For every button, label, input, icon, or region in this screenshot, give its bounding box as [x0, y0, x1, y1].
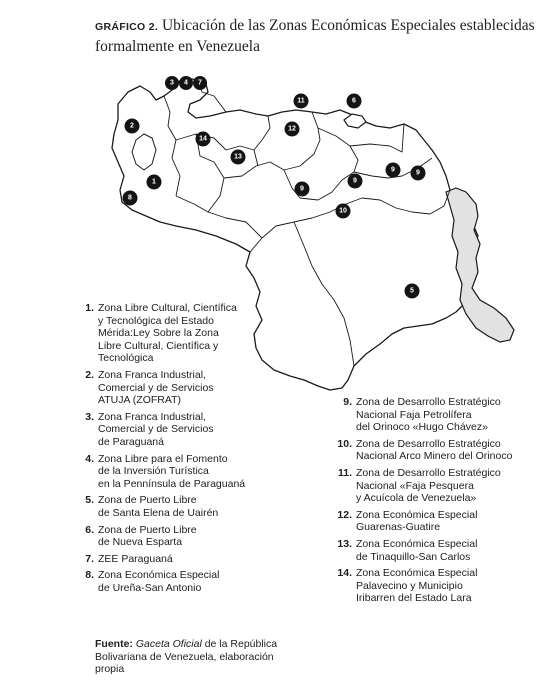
zone-marker-9 [386, 163, 401, 178]
legend-item [78, 453, 278, 491]
source-publication: Gaceta Oficial [135, 638, 202, 650]
legend-item [330, 567, 545, 605]
svg-text:13: 13 [234, 153, 242, 161]
legend-number: 6. [85, 523, 94, 536]
svg-text:12: 12 [288, 125, 296, 133]
legend-number: 11. [337, 466, 352, 479]
source-note [95, 638, 305, 676]
svg-text:9: 9 [391, 166, 395, 174]
legend-number: 14. [337, 567, 352, 580]
legend-text: Zona Económica Especial Guarenas-Guatire [356, 508, 478, 534]
legend-item [78, 524, 278, 549]
svg-text:8: 8 [128, 194, 132, 202]
zone-marker-10 [336, 204, 351, 219]
zone-marker-5 [405, 284, 420, 299]
legend-item [330, 467, 545, 505]
svg-text:4: 4 [184, 79, 188, 87]
guayana-esequiba-region [446, 188, 514, 342]
legend-item [330, 538, 545, 563]
legend-text: Zona Económica Especial Palavecino y Municipio Iribarren del Estado Lara [356, 567, 478, 605]
legend-number: 8. [85, 569, 94, 582]
legend-item [78, 494, 278, 519]
legend-item [330, 509, 545, 534]
legend-number: 1. [85, 302, 94, 314]
svg-text:3: 3 [170, 79, 174, 87]
legend-right [330, 396, 545, 609]
zone-marker-14 [196, 132, 211, 147]
legend-item [78, 411, 278, 449]
zone-marker-4 [179, 76, 193, 90]
figure-label: GRÁFICO 2. [95, 21, 159, 33]
source-label: Fuente: [95, 638, 133, 650]
legend-number: 4. [85, 452, 94, 465]
legend-item [78, 553, 278, 566]
zone-marker-11 [294, 94, 309, 109]
legend-text: Zona de Puerto Libre de Nueva Esparta [98, 523, 197, 549]
svg-text:7: 7 [198, 79, 202, 87]
legend-item [330, 438, 545, 463]
svg-text:2: 2 [130, 122, 134, 130]
zone-marker-9 [411, 166, 426, 181]
svg-text:9: 9 [416, 169, 420, 177]
zone-marker-7 [193, 76, 207, 90]
legend-number: 10. [337, 437, 352, 450]
legend-text: Zona de Desarrollo Estratégico Nacional Faja Petrolífera del Orinoco «Hugo Chávez» [356, 396, 501, 434]
zone-marker-1 [147, 175, 162, 190]
legend-left [78, 302, 278, 598]
legend-text: Zona Franca Industrial, Comercial y de Servicios ATUJA (ZOFRAT) [98, 368, 214, 407]
legend-item [78, 569, 278, 594]
zone-marker-2 [125, 119, 140, 134]
svg-text:9: 9 [353, 177, 357, 185]
legend-item [330, 396, 545, 434]
zone-marker-3 [165, 76, 179, 90]
legend-text: ZEE Paraguaná [98, 552, 173, 565]
legend-number: 2. [85, 368, 94, 381]
zone-marker-9 [295, 182, 310, 197]
svg-text:6: 6 [352, 97, 356, 105]
legend-text: Zona Libre Cultural, Científica y Tecnológica del Estado Mérida:Ley Sobre la Zona Libre Cultural, Científica y Tecnológica [98, 302, 237, 365]
legend-text: Zona Económica Especial de Tinaquillo-San Carlos [356, 537, 478, 563]
svg-text:14: 14 [199, 135, 207, 143]
zone-marker-9 [348, 174, 363, 189]
legend-number: 12. [337, 508, 352, 521]
zone-marker-13 [231, 150, 246, 165]
legend-text: Zona Franca Industrial, Comercial y de Servicios de Paraguaná [98, 410, 214, 448]
legend-item [78, 302, 278, 365]
zone-marker-6 [347, 94, 362, 109]
svg-text:1: 1 [152, 178, 156, 186]
legend-text: Zona de Desarrollo Estratégico Nacional Arco Minero del Orinoco [356, 437, 513, 463]
legend-text: Zona de Desarrollo Estratégico Nacional «Faja Pesquera y Acuícola de Venezuela» [356, 466, 501, 505]
legend-number: 13. [337, 537, 352, 550]
svg-text:10: 10 [339, 207, 347, 215]
legend-number: 5. [85, 494, 94, 507]
legend-number: 3. [85, 410, 94, 423]
legend-number: 9. [343, 396, 352, 408]
legend-text: Zona de Puerto Libre de Santa Elena de Uairén [98, 494, 219, 519]
legend-number: 7. [85, 552, 94, 565]
svg-text:11: 11 [297, 97, 305, 105]
legend-text: Zona Libre para el Fomento de la Inversión Turística en la Pennínsula de Paraguaná [98, 452, 246, 490]
zone-marker-12 [285, 122, 300, 137]
source-text: de la República Bolivariana de Venezuela, elaboración propia [95, 638, 278, 676]
svg-text:5: 5 [410, 287, 414, 295]
legend-text: Zona Económica Especial de Ureña-San Antonio [98, 569, 220, 594]
svg-text:9: 9 [300, 185, 304, 193]
legend-item [78, 369, 278, 407]
figure-title-text: Ubicación de las Zonas Económicas Especiales establecidas formalmente en Venezuela [95, 17, 535, 55]
zone-marker-8 [123, 191, 138, 206]
